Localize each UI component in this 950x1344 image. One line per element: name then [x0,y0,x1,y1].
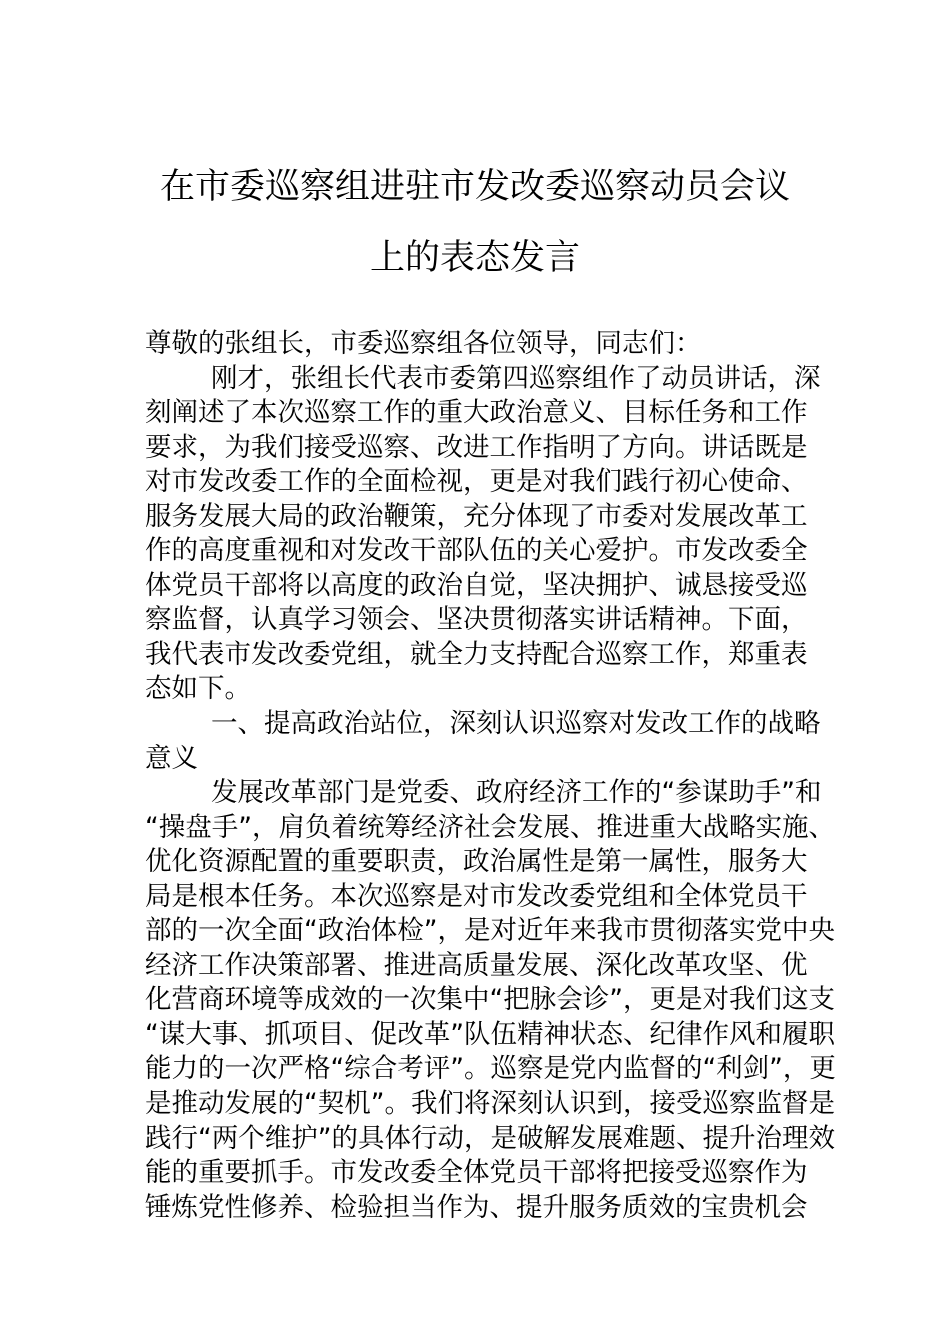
paragraph-line: 服务发展大局的政治鞭策，充分体现了市委对发展改革工 [145,500,808,532]
paragraph-line: 发展改革部门是党委、政府经济工作的“参谋助手”和 [211,777,822,809]
paragraph-line: 对市发改委工作的全面检视，更是对我们践行初心使命、 [145,466,808,498]
paragraph-line: 化营商环境等成效的一次集中“把脉会诊”，更是对我们这支 [145,984,835,1016]
section-1-heading [145,707,821,776]
paragraph-line: 优化资源配置的重要职责，政治属性是第一属性，服务大 [145,846,808,878]
paragraph-line: 是推动发展的“契机”。我们将深刻认识到，接受巡察监督是 [145,1088,835,1120]
paragraph-line: 部的一次全面“政治体检”，是对近年来我市贯彻落实党中央 [145,915,835,947]
section-heading-line: 意义 [145,742,198,774]
paragraph-line: 能力的一次严格“综合考评”。巡察是党内监督的“利剑”，更 [145,1053,836,1085]
paragraph-1 [145,362,821,707]
paragraph-line: 锤炼党性修养、检验担当作为、提升服务质效的宝贵机会 [145,1191,808,1223]
salutation: 尊敬的张组长，市委巡察组各位领导，同志们： [145,328,702,359]
paragraph-line: 践行“两个维护”的具体行动，是破解发展难题、提升治理效 [145,1122,835,1154]
paragraph-line: 察监督，认真学习领会、坚决贯彻落实讲话精神。下面， [145,604,808,636]
paragraph-line: 我代表市发改委党组，就全力支持配合巡察工作，郑重表 [145,638,808,670]
section-heading-line: 一、提高政治站位，深刻认识巡察对发改工作的战略 [211,708,821,740]
paragraph-line: 刚才，张组长代表市委第四巡察组作了动员讲话，深 [211,362,821,394]
paragraph-line: “谋大事、抓项目、促改革”队伍精神状态、纪律作风和履职 [145,1018,835,1050]
paragraph-line: 经济工作决策部署、推进高质量发展、深化改革攻坚、优 [145,949,808,981]
paragraph-line: 体党员干部将以高度的政治自觉，坚决拥护、诚恳接受巡 [145,569,808,601]
document-title-line-2: 上的表态发言 [369,238,580,278]
document-body [145,327,836,1225]
document-title-line-1: 在市委巡察组进驻市发改委巡察动员会议 [159,167,790,207]
paragraph-line: 态如下。 [145,673,251,705]
paragraph-line: 能的重要抓手。市发改委全体党员干部将把接受巡察作为 [145,1157,808,1189]
paragraph-line: “操盘手”，肩负着统筹经济社会发展、推进重大战略实施、 [145,811,835,843]
paragraph-line: 作的高度重视和对发改干部队伍的关心爱护。市发改委全 [145,535,808,567]
paragraph-2 [145,776,836,1225]
paragraph-line: 要求，为我们接受巡察、改进工作指明了方向。讲话既是 [145,431,808,463]
paragraph-line: 刻阐述了本次巡察工作的重大政治意义、目标任务和工作 [145,397,808,429]
paragraph-line: 局是根本任务。本次巡察是对市发改委党组和全体党员干 [145,880,808,912]
